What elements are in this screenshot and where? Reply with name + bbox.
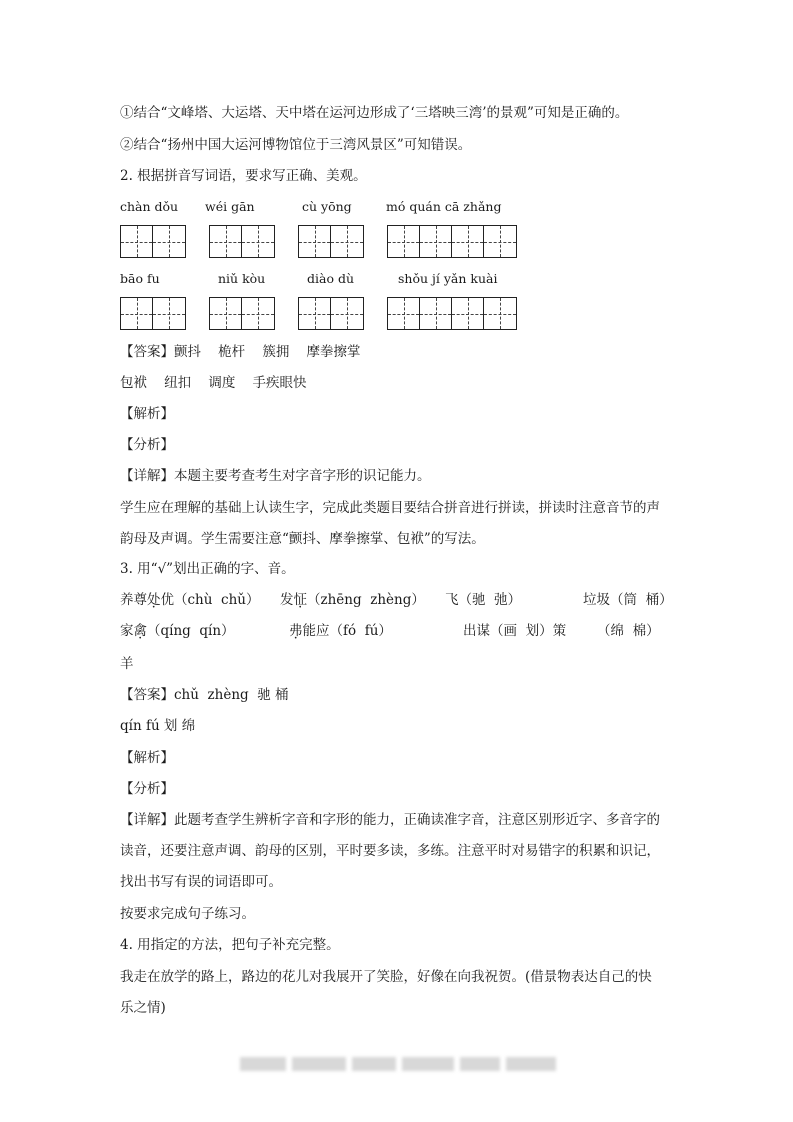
grid-cell: [299, 226, 331, 257]
grid-cell: [153, 298, 185, 329]
section-label: 【解析】: [120, 750, 174, 766]
q3-text: 家: [120, 623, 134, 639]
grid-cell: [420, 226, 452, 257]
section-label: 【解析】: [120, 406, 174, 422]
writing-grid: [298, 297, 364, 330]
grid-cell: [242, 226, 274, 257]
q3-text: 养尊: [120, 592, 147, 608]
q3-item: 出谋（画 划）策: [463, 623, 567, 639]
q3-item: （绵 棉）: [597, 623, 660, 639]
grid-cell: [452, 226, 484, 257]
grid-cell: [331, 298, 363, 329]
detail-line: 找出书写有误的词语即可。: [120, 874, 282, 890]
q3-item: [289, 622, 392, 640]
section-label: 【分析】: [120, 437, 174, 453]
writing-grid: [298, 225, 364, 258]
section-label: 【分析】: [120, 781, 174, 797]
q3-item: 垃圾（筒 桶）: [583, 592, 673, 608]
q3-item-continuation: 羊: [120, 656, 134, 672]
pinyin-label: niǔ kòu: [218, 271, 266, 286]
grid-cell: [452, 298, 484, 329]
grid-cell: [121, 226, 153, 257]
grid-cell: [388, 298, 420, 329]
grid-cell: [153, 226, 185, 257]
detail-line: 韵母及声调。学生需要注意“颤抖、摩拳擦掌、包袱”的写法。: [120, 531, 485, 547]
q3-text: （zhēng zhèng）: [307, 592, 425, 608]
detail-line: 读音，还要注意声调、韵母的区别，平时要多读，多练。注意平时对易错字的积累和识记，: [120, 843, 660, 859]
grid-cell: [484, 226, 516, 257]
writing-grid: [387, 225, 517, 258]
grid-cell: [331, 226, 363, 257]
answer-line: qín fú 划 绵: [120, 718, 196, 734]
q3-dotted-char: 弗: [289, 623, 303, 639]
answer-line: 【答案】chǔ zhèng 驰 桶: [120, 687, 289, 703]
writing-grid: [209, 297, 275, 330]
pinyin-label: mó quán cā zhǎng: [386, 199, 502, 214]
question-line: 乐之情): [120, 1000, 166, 1016]
pinyin-label: chàn dǒu: [120, 199, 179, 214]
grid-cell: [484, 298, 516, 329]
grid-cell: [210, 226, 242, 257]
pinyin-label: bāo fu: [120, 271, 160, 286]
grid-cell: [121, 298, 153, 329]
question-line: 我走在放学的路上，路边的花儿对我展开了笑脸，好像在向我祝贺。(借景物表达自己的快: [120, 969, 652, 985]
answer-line: 【答案】颤抖 桅杆 簇拥 摩拳擦掌: [120, 344, 361, 360]
q3-dotted-char: 怔: [293, 592, 307, 608]
q3-dotted-char: 禽: [133, 623, 147, 639]
answer-note-1: ①结合“文峰塔、大运塔、天中塔在运河边形成了‘三塔映三湾’的景观”可知是正确的。: [120, 105, 629, 121]
detail-line: 【详解】本题主要考查考生对字音字形的识记能力。: [120, 468, 431, 484]
question-4-title: 4. 用指定的方法，把句子补充完整。: [120, 937, 340, 953]
q3-text: 能应（fó fú）: [302, 623, 392, 639]
q3-text: 优（chù chǔ）: [160, 592, 260, 608]
pinyin-label: shǒu jí yǎn kuài: [398, 271, 498, 286]
question-3-title: 3. 用“√”划出正确的字、音。: [120, 561, 295, 577]
question-2-title: 2. 根据拼音写词语，要求写正确、美观。: [120, 168, 367, 184]
blurred-footer-watermark: [240, 1057, 556, 1071]
grid-cell: [210, 298, 242, 329]
pinyin-label: wéi gān: [205, 199, 255, 214]
instruction-line: 按要求完成句子练习。: [120, 906, 255, 922]
q3-text: （qíng qín）: [147, 623, 235, 639]
detail-line: 学生应在理解的基础上认读生字，完成此类题目要结合拼音进行拼读，拼读时注意音节的声: [120, 500, 660, 516]
grid-cell: [299, 298, 331, 329]
grid-cell: [388, 226, 420, 257]
writing-grid: [209, 225, 275, 258]
q3-item: [280, 591, 425, 609]
writing-grid: [120, 297, 186, 330]
q3-item: [120, 591, 259, 609]
pinyin-label: diào dù: [307, 271, 355, 286]
q3-text: 发: [280, 592, 294, 608]
q3-item: [120, 622, 235, 640]
answer-note-2: ②结合“扬州中国大运河博物馆位于三湾风景区”可知错误。: [120, 137, 472, 153]
writing-grid: [120, 225, 186, 258]
q3-dotted-char: 处: [147, 592, 161, 608]
answer-line: 包袱 纽扣 调度 手疾眼快: [120, 375, 307, 391]
writing-grid: [387, 297, 517, 330]
q3-item: 飞（驰 弛）: [445, 592, 522, 608]
pinyin-label: cù yōng: [302, 199, 352, 214]
grid-cell: [242, 298, 274, 329]
grid-cell: [420, 298, 452, 329]
detail-line: 【详解】此题考查学生辨析字音和字形的能力，正确读准字音，注意区别形近字、多音字的: [120, 812, 660, 828]
